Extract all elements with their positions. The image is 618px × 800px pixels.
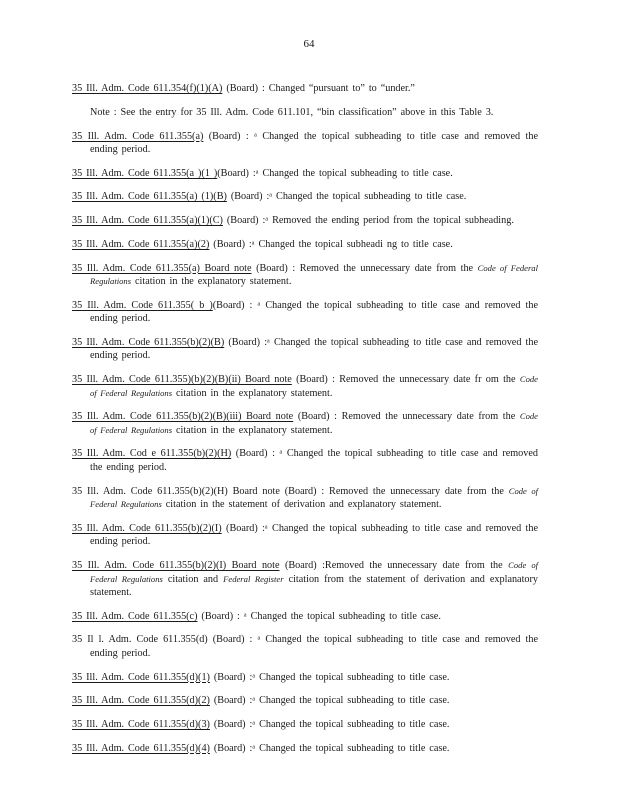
citation: 35 Ill. Adm. Code 611.355(b)(2)(H) Board note	[72, 485, 280, 497]
entry-text: (Board) : ᵃ Changed the topical subheading to title case and removed the ending period.	[90, 130, 538, 156]
italic-text: Code of Federal Regulations	[90, 485, 539, 510]
citation: 35 Ill. Adm. Code 611.355)(b)(2)(B)(ii) Board note	[72, 374, 292, 386]
italic-text: Code of Federal Regulations	[90, 411, 538, 435]
entry-text: (Board) :ᵃ Changed the topical subheading to title case and removed the ending period.	[90, 336, 538, 362]
entry-text: (Board) :ᵃ Changed the topical subheading to title case.	[209, 695, 450, 707]
citation: 35 Ill. Adm. Code 611.355(d)(4)	[72, 742, 210, 754]
amendment-entry	[72, 336, 538, 363]
citation: 35 Ill. Adm. Code 611.355(d)(3)	[72, 718, 210, 730]
amendment-entry	[72, 82, 538, 96]
citation: 35 Ill. Adm. Code 611.355(a )(1 )	[72, 167, 218, 179]
citation: 35 Ill. Adm. Code 611.355(d)(2)	[72, 695, 210, 707]
entry-text: (Board) : ᵃ Changed the topical subheading to title case and removed the ending period.	[90, 634, 539, 659]
entry-text: (Board) : ᵃ Changed the topical subheading to title case.	[197, 610, 441, 622]
entry-text: (Board) : Changed “pursuant to” to “under.”	[222, 83, 415, 95]
citation: 35 Ill. Adm. Code 611.355(a)(2)	[72, 238, 210, 250]
amendment-entry	[72, 718, 538, 732]
italic-text: Code of Federal Regulations	[90, 262, 538, 286]
entry-text: (Board) : Removed the unnecessary date fr om the	[291, 374, 520, 386]
amendment-entry	[72, 559, 538, 600]
entry-text: (Board) :ᵃ Changed the topical subheading to title case.	[226, 191, 467, 203]
italic-text: Federal Register	[223, 573, 284, 584]
amendment-entry	[72, 610, 538, 624]
entry-text-continued: citation in the explanatory statement.	[172, 387, 333, 399]
citation: 35 Ill. Adm. Code 611.355(a)	[72, 130, 204, 142]
amendment-entry	[72, 742, 538, 756]
entry-text-continued: citation in the statement of derivation and explanatory statement.	[161, 499, 442, 511]
entry-text: (Board) : ᵃ Changed the topical subheading to title case and removed the ending period.	[90, 448, 538, 473]
citation: 35 Ill. Adm. Code 611.355(a)(1)(C)	[72, 215, 223, 227]
entry-text: (Board) :ᵃ Changed the topical subheadi ng to title case.	[209, 238, 453, 250]
amendment-entry	[72, 671, 538, 685]
citation: 35 Ill. Adm. Code 611.355(a) Board note	[72, 262, 252, 274]
entry-text-continued: citation in the explanatory statement.	[131, 276, 292, 287]
amendment-entry	[72, 130, 538, 157]
italic-text: Code of Federal Regulations	[90, 560, 539, 584]
entry-text: (Board) :ᵃ Changed the topical subheading to title case.	[217, 167, 453, 179]
page-number: 64	[303, 38, 315, 50]
citation: 35 Ill. Adm. Code 611.355(b)(2)(I)	[72, 522, 222, 534]
amendment-entry	[72, 167, 538, 181]
citation: 35 Ill. Adm. Code 611.355(a) (1)(B)	[72, 191, 227, 203]
entry-text: (Board) :ᵃ Removed the ending period from the topical subheading.	[222, 215, 514, 227]
entry-text-continued: citation from the statement of derivation and explanatory statement.	[90, 573, 538, 598]
entry-text: (Board) :Removed the unnecessary date from the	[279, 560, 509, 571]
citation: 35 Ill. Adm. Code 611.355( b )	[72, 299, 213, 311]
amendment-entry	[72, 214, 538, 228]
amendment-entry	[72, 299, 538, 326]
entry-text: (Board) : Removed the unnecessary date from the	[279, 485, 509, 497]
citation: 35 Ill. Adm. Code 611.355(b)(2)(B)	[72, 336, 225, 348]
amendment-entry	[72, 410, 538, 437]
amendment-entry	[72, 447, 538, 474]
citation: 35 Ill. Adm. Code 611.355(b)(2)(B)(iii) Board note	[72, 411, 294, 423]
citation: 35 Ill. Adm. Cod e 611.355(b)(2)(H)	[72, 448, 232, 460]
entry-text: Note : See the entry for 35 Ill. Adm. Code 611.101, “bin classification” above in this Table 3.	[90, 106, 494, 118]
amendment-entry	[72, 522, 538, 549]
entry-text-continued: citation and	[162, 573, 224, 585]
entry-text: (Board) : ᵃ Changed the topical subheading to title case and removed the ending period.	[90, 299, 538, 325]
note-entry	[72, 106, 538, 120]
amendment-entry	[72, 190, 538, 204]
entry-text-continued: citation in the explanatory statement.	[172, 424, 333, 436]
entry-text: (Board) : Removed the unnecessary date from the	[293, 411, 520, 423]
entry-text: (Board) :ᵃ Changed the topical subheading to title case.	[209, 671, 450, 683]
amendment-entry	[72, 694, 538, 708]
entry-text: (Board) : Removed the unnecessary date from the	[251, 262, 478, 274]
entry-text: (Board) :ᵃ Changed the topical subheading to title case.	[209, 742, 450, 754]
italic-text: Code of Federal Regulations	[90, 374, 538, 398]
citation: 35 Il l. Adm. Code 611.355(d)	[72, 634, 208, 646]
amendment-entry	[72, 238, 538, 252]
amendment-entry	[72, 262, 538, 289]
citation: 35 Ill. Adm. Code 611.355(d)(1)	[72, 671, 210, 683]
citation: 35 Ill. Adm. Code 611.354(f)(1)(A)	[72, 83, 223, 95]
entry-text: (Board) :ᵃ Changed the topical subheading to title case and removed the ending period.	[90, 522, 538, 548]
amendment-entry	[72, 633, 538, 660]
entry-text: (Board) :ᵃ Changed the topical subheading to title case.	[209, 718, 450, 730]
amendment-entry	[72, 373, 538, 400]
amendment-entry	[72, 485, 538, 512]
citation: 35 Ill. Adm. Code 611.355(c)	[72, 610, 198, 622]
amendment-list	[72, 72, 538, 761]
citation: 35 Ill. Adm. Code 611.355(b)(2)(I) Board note	[72, 560, 280, 571]
